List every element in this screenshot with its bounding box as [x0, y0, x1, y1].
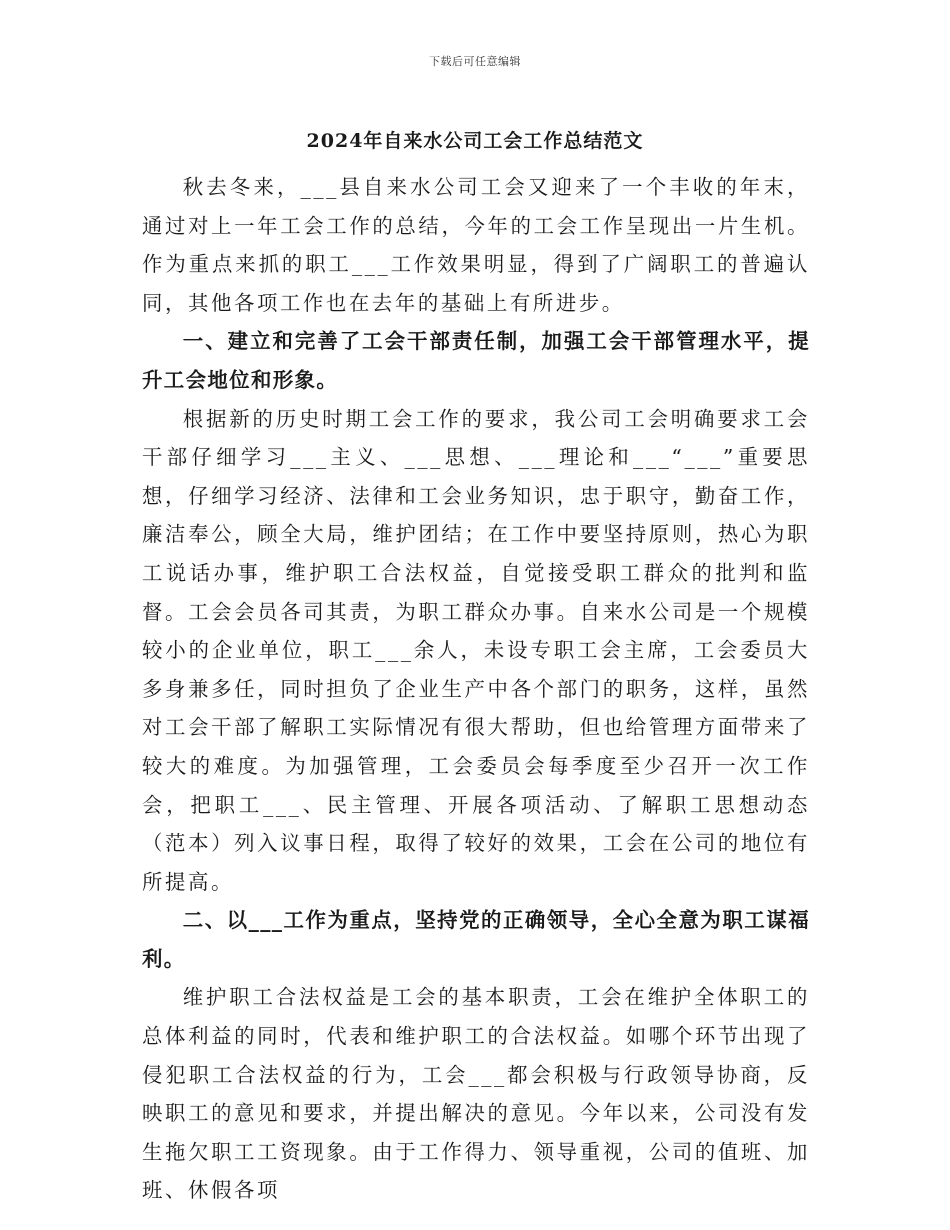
section-heading-1: 一、建立和完善了工会干部责任制，加强工会干部管理水平，提升工会地位和形象。 — [142, 329, 810, 392]
document-body — [142, 168, 810, 1210]
page-header-note: 下载后可任意编辑 — [429, 55, 521, 68]
paragraph-section-2: 维护职工合法权益是工会的基本职责，工会在维护全体职工的总体利益的同时，代表和维护职工的合法权益。如哪个环节出现了侵犯职工合法权益的行为，工会___都会积极与行政领导协商，反映职工的意见和要求，并提出解决的意见。今年以来，公司没有发生拖欠职工工资现象。由于工作得力、领导重视，公司的值班、加班、休假各项 — [142, 985, 810, 1203]
paragraph-section-1: 根据新的历史时期工会工作的要求，我公司工会明确要求工会干部仔细学习___主义、___思想、___理论和___“___”重要思想，仔细学习经济、法律和工会业务知识，忠于职守，勤奋工作，廉洁奉公，顾全大局，维护团结；在工作中要坚持原则，热心为职工说话办事，维护职工合法权益，自觉接受职工群众的批判和监督。工会会员各司其责，为职工群众办事。自来水公司是一个规模较小的企业单位，职工___余人，未设专职工会主席，工会委员大多身兼多任，同时担负了企业生产中各个部门的职务，这样，虽然对工会干部了解职工实际情况有很大帮助，但也给管理方面带来了较大的难度。为加强管理，工会委员会每季度至少召开一次工作会，把职工___、民主管理、开展各项活动、了解职工思想动态（范本）列入议事日程，取得了较好的效果，工会在公司的地位有所提高。 — [142, 406, 810, 894]
paragraph-intro: 秋去冬来，___县自来水公司工会又迎来了一个丰收的年末，通过对上一年工会工作的总结，今年的工会工作呈现出一片生机。作为重点来抓的职工___工作效果明显，得到了广阔职工的普遍认同，其他各项工作也在去年的基础上有所进步。 — [142, 175, 810, 315]
section-heading-2: 二、以___工作为重点，坚持党的正确领导，全心全意为职工谋福利。 — [142, 908, 810, 971]
document-title: 2024年自来水公司工会工作总结范文 — [306, 130, 644, 152]
